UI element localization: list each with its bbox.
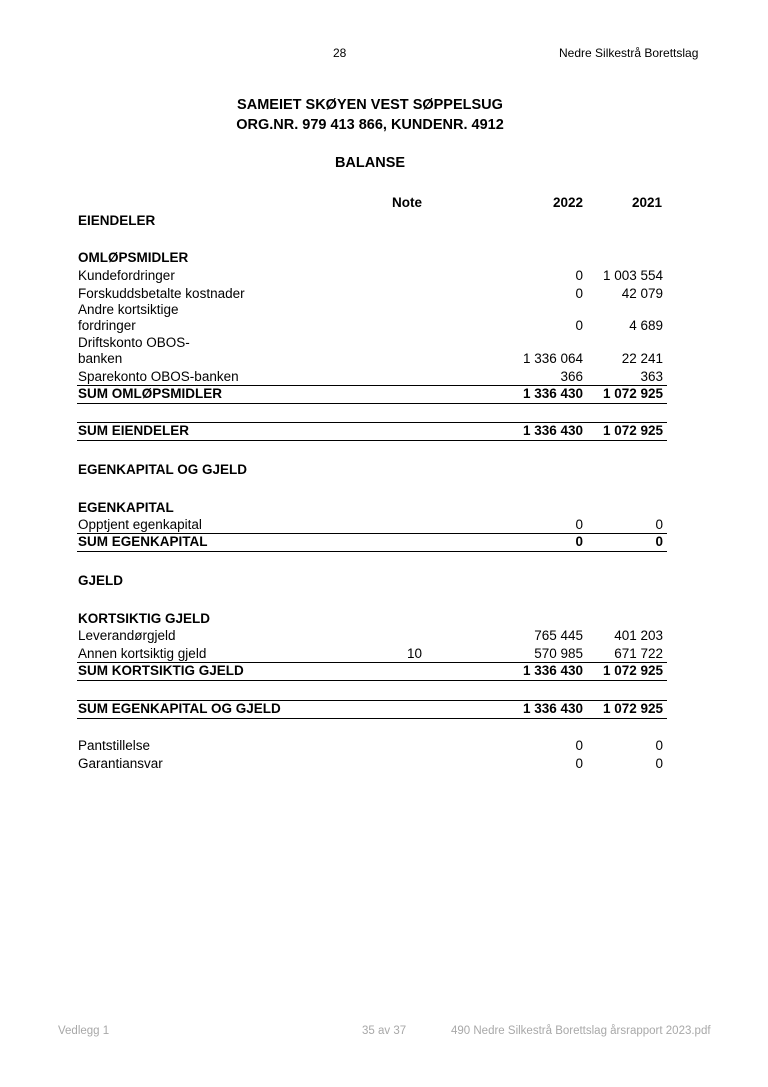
value-2021: 0 (655, 738, 663, 753)
value-2022: 0 (575, 756, 583, 771)
value-2022: 0 (575, 286, 583, 301)
row-label: Kundefordringer (78, 268, 175, 283)
row-garantiansvar (77, 756, 667, 773)
row-sum-omlopsmidler (77, 385, 667, 404)
value-2021: 0 (655, 534, 663, 549)
balance-heading: BALANSE (334, 155, 406, 171)
value-2021: 0 (655, 517, 663, 532)
row-sum-kortsiktig-gjeld (77, 662, 667, 681)
row-label: Forskuddsbetalte kostnader (78, 286, 245, 301)
row-label: Opptjent egenkapital (78, 517, 202, 532)
footer-attachment-label: Vedlegg 1 (58, 1025, 110, 1037)
row-opptjent-egenkapital (77, 517, 667, 533)
document-title-line2: ORG.NR. 979 413 866, KUNDENR. 4912 (236, 117, 504, 133)
column-header-2022: 2022 (552, 195, 583, 210)
footer-page-counter: 35 av 37 (362, 1025, 407, 1037)
section-egenkapital-og-gjeld: EGENKAPITAL OG GJELD (78, 462, 248, 477)
row-andre-kortsiktige-fordringer (77, 302, 667, 336)
value-2022: 1 336 430 (522, 701, 583, 716)
value-2022: 1 336 430 (522, 663, 583, 678)
row-label-line2: fordringer (78, 318, 136, 333)
value-2021: 1 072 925 (602, 386, 663, 401)
row-label-line1: Driftskonto OBOS- (78, 335, 190, 350)
row-label: SUM OMLØPSMIDLER (78, 386, 222, 401)
column-header-note: Note (392, 195, 422, 210)
value-2022: 0 (575, 268, 583, 283)
note-reference: 10 (406, 646, 422, 661)
section-omlopsmidler: OMLØPSMIDLER (78, 250, 189, 265)
row-label: Sparekonto OBOS-banken (78, 369, 239, 384)
document-title-line1: SAMEIET SKØYEN VEST SØPPELSUG (237, 97, 503, 113)
row-leverandorgjeld (77, 628, 667, 645)
value-2022: 0 (575, 517, 583, 532)
value-2021: 4 689 (629, 318, 663, 333)
header-org-name: Nedre Silkestrå Borettslag (559, 46, 699, 60)
row-pantstillelse (77, 738, 667, 755)
value-2021: 1 003 554 (602, 268, 663, 283)
column-header-2021: 2021 (631, 195, 662, 210)
row-label: SUM KORTSIKTIG GJELD (78, 663, 244, 678)
page-number: 28 (333, 46, 347, 60)
value-2021: 1 072 925 (602, 663, 663, 678)
value-2021: 1 072 925 (602, 701, 663, 716)
value-2021: 1 072 925 (602, 423, 663, 438)
value-2021: 671 722 (614, 646, 663, 661)
row-driftskonto (77, 335, 667, 369)
value-2022: 765 445 (534, 628, 583, 643)
row-label: SUM EIENDELER (78, 423, 190, 438)
row-label: SUM EGENKAPITAL (78, 534, 208, 549)
row-label: SUM EGENKAPITAL OG GJELD (78, 701, 281, 716)
value-2022: 0 (575, 318, 583, 333)
row-annen-kortsiktig-gjeld (77, 646, 667, 662)
value-2022: 0 (575, 534, 583, 549)
value-2021: 363 (640, 369, 663, 384)
value-2021: 401 203 (614, 628, 663, 643)
value-2022: 366 (560, 369, 583, 384)
footer-filename: 490 Nedre Silkestrå Borettslag årsrapport 2023.pdf (451, 1025, 711, 1037)
row-kundefordringer (77, 268, 667, 285)
row-label: Pantstillelse (78, 738, 151, 753)
row-sum-egenkapital (77, 533, 667, 552)
value-2021: 0 (655, 756, 663, 771)
value-2022: 570 985 (534, 646, 583, 661)
row-sparekonto (77, 369, 667, 385)
row-label-line1: Andre kortsiktige (78, 302, 179, 317)
section-kortsiktig-gjeld: KORTSIKTIG GJELD (78, 611, 211, 626)
value-2021: 22 241 (621, 351, 663, 366)
value-2022: 1 336 430 (522, 386, 583, 401)
section-eiendeler: EIENDELER (78, 213, 156, 228)
row-label: Leverandørgjeld (78, 628, 176, 643)
row-sum-egenkapital-og-gjeld (77, 700, 667, 719)
row-forskuddsbetalte-kostnader (77, 286, 667, 303)
section-egenkapital: EGENKAPITAL (78, 500, 174, 515)
row-label-line2: banken (78, 351, 123, 366)
row-label: Garantiansvar (78, 756, 163, 771)
value-2022: 1 336 430 (522, 423, 583, 438)
section-gjeld: GJELD (78, 573, 124, 588)
value-2021: 42 079 (621, 286, 663, 301)
value-2022: 0 (575, 738, 583, 753)
row-label: Annen kortsiktig gjeld (78, 646, 207, 661)
value-2022: 1 336 064 (522, 351, 583, 366)
row-sum-eiendeler (77, 422, 667, 441)
